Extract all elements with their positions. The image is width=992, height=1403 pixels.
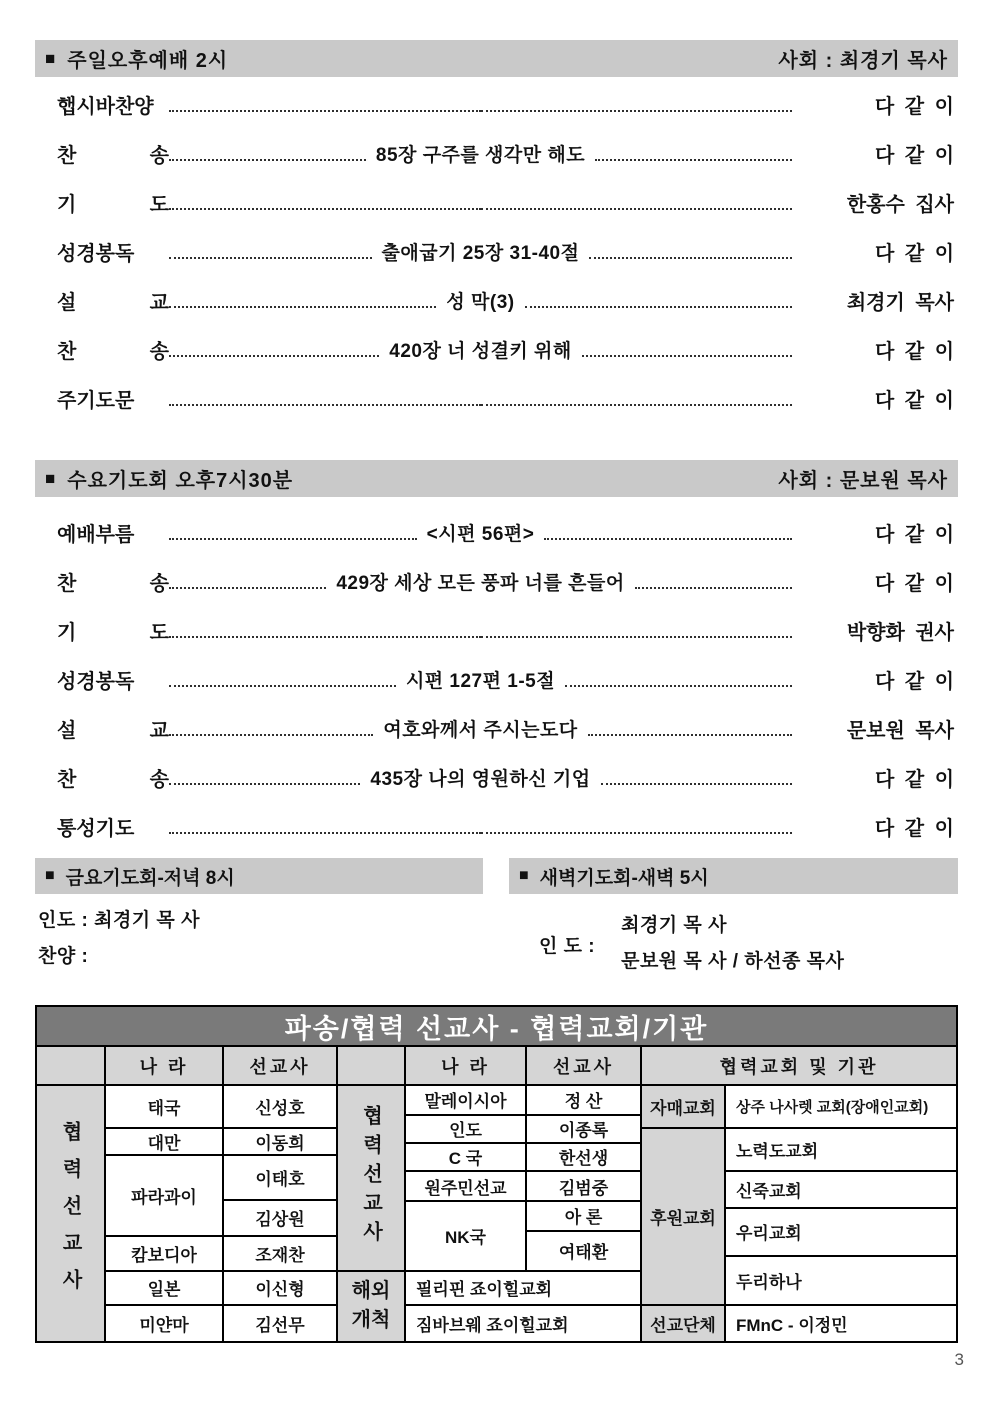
friday-praise-line: 찬양 : bbox=[38, 946, 89, 967]
dotted-leader bbox=[589, 257, 792, 259]
order-row bbox=[35, 557, 958, 606]
order-row bbox=[35, 802, 958, 851]
country-cell: 미얀마 bbox=[106, 1306, 224, 1341]
dotted-leader bbox=[635, 587, 792, 589]
dotted-leader bbox=[169, 636, 481, 638]
dawn-leader-line1: 최경기 목 사 bbox=[621, 915, 727, 936]
order-item-performer: 다 같 이 bbox=[874, 341, 955, 363]
partner-name-cell: 신죽교회 bbox=[726, 1172, 956, 1209]
header-spacer bbox=[37, 1047, 106, 1086]
mission-table bbox=[35, 1005, 958, 1343]
order-item-label: 통성기도 bbox=[57, 818, 135, 840]
section-moderator: 사회 : 최경기 목사 bbox=[778, 50, 948, 72]
dotted-leader bbox=[169, 208, 481, 210]
country-cell: 태국 bbox=[106, 1086, 224, 1129]
order-item-label: 성경봉독 bbox=[57, 243, 135, 265]
order-item-performer: 다 같 이 bbox=[874, 243, 955, 265]
header-spacer bbox=[338, 1047, 406, 1086]
friday-prayer-details bbox=[38, 903, 486, 975]
order-item-performer: 다 같 이 bbox=[874, 96, 954, 118]
order-item-performer: 다 같 이 bbox=[874, 390, 954, 412]
order-item-performer: 다 같 이 bbox=[874, 524, 955, 546]
friday-leader-line: 인도 : 최경기 목 사 bbox=[38, 910, 200, 931]
partner-category-cell: 후원교회 bbox=[642, 1129, 726, 1307]
dotted-leader bbox=[544, 538, 792, 540]
order-item-label: 찬 송 bbox=[57, 573, 169, 595]
dotted-leader bbox=[481, 832, 793, 834]
missionary-cell: 이태호 bbox=[224, 1156, 338, 1201]
missionary-cell: 이종록 bbox=[527, 1116, 642, 1144]
partner-name-cell: FMnC - 이정민 bbox=[736, 1316, 848, 1336]
worship-order-list-wednesday bbox=[35, 508, 958, 851]
group-b-vertical-label bbox=[338, 1086, 406, 1272]
missionary-cell: 김선무 bbox=[224, 1306, 338, 1341]
mission-table-header-row bbox=[37, 1047, 956, 1086]
order-item-detail: 성 막(3) bbox=[446, 292, 515, 313]
dotted-leader bbox=[481, 208, 793, 210]
header-country-1: 나 라 bbox=[106, 1047, 224, 1086]
missionary-cell: 김범중 bbox=[527, 1172, 642, 1202]
country-cell: 일본 bbox=[106, 1272, 224, 1307]
square-bullet-icon: ■ bbox=[45, 469, 56, 488]
order-item-label: 기 도 bbox=[57, 622, 169, 644]
dotted-leader bbox=[169, 110, 481, 112]
order-item-performer: 최경기 목사 bbox=[846, 292, 954, 314]
missionary-cell: 정 산 bbox=[527, 1086, 642, 1116]
dotted-leader bbox=[169, 159, 366, 161]
dotted-leader bbox=[169, 257, 372, 259]
dotted-leader bbox=[565, 685, 792, 687]
mission-table-title: 파송/협력 선교사 - 협력교회/기관 bbox=[37, 1007, 956, 1047]
order-item-detail: 85장 구주를 생각만 해도 bbox=[375, 145, 586, 166]
order-item-detail: <시편 56편> bbox=[426, 524, 535, 545]
order-item-label: 설 교 bbox=[57, 292, 169, 314]
country-cell: NK국 bbox=[406, 1202, 527, 1271]
worship-order-list-sunday bbox=[35, 80, 958, 423]
order-row bbox=[35, 80, 958, 129]
order-item-label: 기 도 bbox=[57, 194, 169, 216]
section-header-friday-prayer bbox=[35, 858, 483, 894]
partner-category-cell: 자매교회 bbox=[642, 1086, 726, 1129]
order-item-performer: 박향화 권사 bbox=[846, 622, 954, 644]
missionary-cell: 조재찬 bbox=[224, 1237, 338, 1272]
header-missionary-2: 선교사 bbox=[527, 1047, 642, 1086]
section-header-wednesday-prayer bbox=[35, 460, 958, 497]
section-header-dawn-prayer bbox=[509, 858, 958, 894]
dotted-leader bbox=[169, 783, 360, 785]
order-item-label: 찬 송 bbox=[57, 769, 169, 791]
partner-name-cell: 두리하나 bbox=[726, 1257, 956, 1307]
header-missionary-1: 선교사 bbox=[224, 1047, 338, 1086]
country-cell: 인도 bbox=[406, 1116, 527, 1144]
missionary-cell: 김상원 bbox=[224, 1201, 338, 1237]
dawn-leader-line2: 문보원 목 사 / 하선종 목사 bbox=[621, 951, 845, 972]
order-row bbox=[35, 753, 958, 802]
order-item-label: 예배부름 bbox=[57, 524, 135, 546]
partner-name-cell: 노력도교회 bbox=[726, 1129, 956, 1173]
order-item-label: 설 교 bbox=[57, 720, 169, 742]
order-row bbox=[35, 655, 958, 704]
section-header-sunday-afternoon bbox=[35, 40, 958, 77]
order-row bbox=[35, 178, 958, 227]
order-row bbox=[35, 374, 958, 423]
missionary-cell: 신성호 bbox=[224, 1086, 338, 1129]
missionary-cell: 아 론 bbox=[527, 1202, 642, 1232]
dotted-leader bbox=[169, 355, 379, 357]
section-title: 주일오후예배 2시 bbox=[67, 50, 229, 72]
section-title: 새벽기도회-새벽 5시 bbox=[539, 867, 709, 889]
group-label-text: 협력선교사 bbox=[59, 1121, 81, 1306]
square-bullet-icon: ■ bbox=[519, 867, 529, 884]
order-item-label: 햅시바찬양 bbox=[57, 96, 154, 118]
section-title: 금요기도회-저녁 8시 bbox=[65, 867, 235, 889]
dotted-leader bbox=[588, 734, 792, 736]
order-item-detail: 시편 127편 1-5절 bbox=[405, 671, 556, 692]
dotted-leader bbox=[169, 404, 481, 406]
overseas-planting-label bbox=[338, 1272, 406, 1341]
dotted-leader bbox=[601, 783, 792, 785]
page-number: 3 bbox=[954, 1350, 964, 1369]
dotted-leader bbox=[525, 306, 792, 308]
country-cell: C 국 bbox=[406, 1144, 527, 1173]
dawn-leader-label: 인 도 : bbox=[539, 935, 596, 957]
order-row bbox=[35, 704, 958, 753]
dotted-leader bbox=[169, 685, 396, 687]
order-row bbox=[35, 508, 958, 557]
order-item-label: 주기도문 bbox=[57, 390, 135, 412]
missionary-cell: 여태환 bbox=[527, 1232, 642, 1272]
dotted-leader bbox=[595, 159, 792, 161]
dotted-leader bbox=[169, 587, 326, 589]
order-item-detail: 420장 너 성결키 위해 bbox=[389, 341, 572, 362]
dotted-leader bbox=[169, 832, 481, 834]
order-item-detail: 출애굽기 25장 31-40절 bbox=[381, 243, 580, 264]
order-item-label: 찬 송 bbox=[57, 145, 169, 167]
dotted-leader bbox=[481, 636, 793, 638]
dotted-leader bbox=[582, 355, 792, 357]
country-cell: 말레이시아 bbox=[406, 1086, 527, 1116]
order-item-performer: 다 같 이 bbox=[874, 671, 955, 693]
order-item-performer: 문보원 목사 bbox=[846, 720, 955, 742]
country-cell: 파라과이 bbox=[106, 1156, 224, 1236]
partner-name-cell: 상주 나사렛 교회(장애인교회) bbox=[726, 1086, 956, 1129]
order-item-detail: 여호와께서 주시는도다 bbox=[383, 720, 578, 741]
order-row bbox=[35, 227, 958, 276]
partner-group bbox=[642, 1086, 956, 1341]
order-item-label: 성경봉독 bbox=[57, 671, 135, 693]
header-country-2: 나 라 bbox=[406, 1047, 527, 1086]
order-row bbox=[35, 325, 958, 374]
dawn-leader-names bbox=[621, 908, 844, 980]
missionary-cell: 이동희 bbox=[224, 1129, 338, 1157]
group-label-text: 협력선교사 bbox=[359, 1105, 382, 1251]
order-item-detail: 435장 나의 영원하신 기업 bbox=[370, 769, 591, 790]
section-moderator: 사회 : 문보원 목사 bbox=[778, 470, 948, 492]
dotted-leader bbox=[169, 734, 373, 736]
order-item-performer: 다 같 이 bbox=[874, 145, 955, 167]
order-item-performer: 한홍수 집사 bbox=[846, 194, 954, 216]
partner-name-cell: 우리교회 bbox=[726, 1209, 956, 1257]
country-cell: 원주민선교 bbox=[406, 1172, 527, 1202]
section-title: 수요기도회 오후7시30분 bbox=[67, 470, 294, 492]
header-partner-org: 협력교회 및 기관 bbox=[642, 1047, 956, 1086]
country-cell: 대만 bbox=[106, 1129, 224, 1157]
dawn-prayer-details bbox=[539, 908, 958, 980]
dotted-leader bbox=[169, 538, 417, 540]
overseas-church-cell: 필리핀 죠이힐교회 bbox=[406, 1272, 642, 1307]
dotted-leader bbox=[169, 306, 436, 308]
order-item-performer: 다 같 이 bbox=[874, 769, 955, 791]
order-row bbox=[35, 276, 958, 325]
order-item-detail: 429장 세상 모든 풍파 너를 흔들어 bbox=[336, 573, 625, 594]
group-a-vertical-label bbox=[37, 1086, 106, 1341]
square-bullet-icon: ■ bbox=[45, 867, 55, 884]
partner-category-cell: 선교단체 bbox=[642, 1306, 726, 1341]
missionary-group-a bbox=[37, 1086, 338, 1341]
missionary-cell: 한선생 bbox=[527, 1144, 642, 1173]
order-row bbox=[35, 129, 958, 178]
group-label-text: 해외개척 bbox=[351, 1280, 391, 1332]
square-bullet-icon: ■ bbox=[45, 49, 56, 68]
dotted-leader bbox=[481, 110, 793, 112]
dotted-leader bbox=[481, 404, 793, 406]
order-item-label: 찬 송 bbox=[57, 341, 169, 363]
country-cell: 캄보디아 bbox=[106, 1237, 224, 1272]
missionary-cell: 이신형 bbox=[224, 1272, 338, 1307]
order-item-performer: 다 같 이 bbox=[874, 818, 954, 840]
missionary-group-b bbox=[338, 1086, 642, 1341]
mission-table-body bbox=[37, 1086, 956, 1341]
overseas-church-cell: 짐바브웨 죠이힐교회 bbox=[406, 1306, 642, 1341]
order-row bbox=[35, 606, 958, 655]
order-item-performer: 다 같 이 bbox=[874, 573, 954, 595]
